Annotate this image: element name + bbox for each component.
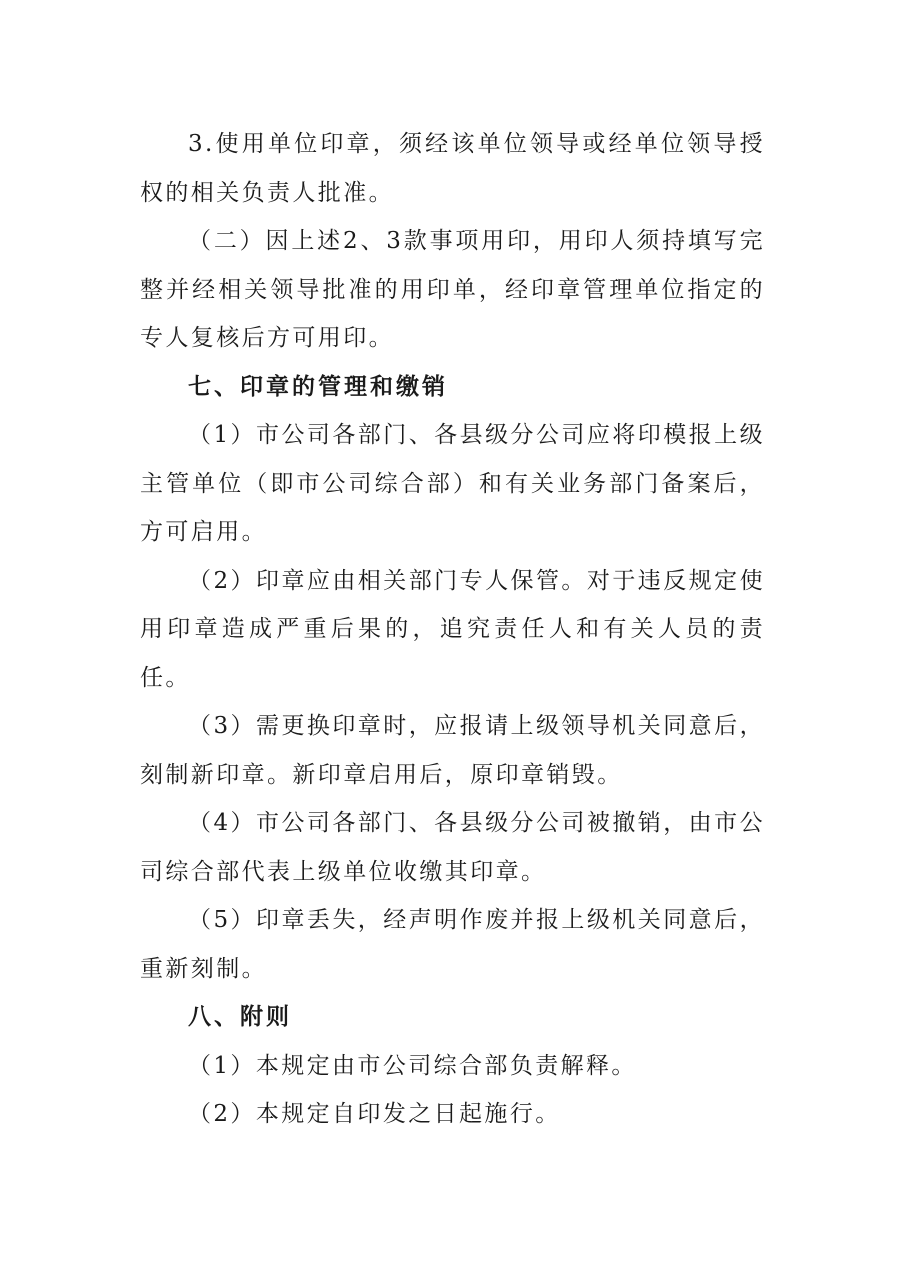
- paragraph-item-5: （5）印章丢失，经声明作废并报上级机关同意后，重新刻制。: [140, 907, 765, 982]
- paragraph-item-1: （1）市公司各部门、各县级分公司应将印模报上级主管单位（即市公司综合部）和有关业务部门备案后，方可启用。: [140, 422, 765, 545]
- section-heading-seal-management: 七、印章的管理和缴销: [188, 372, 448, 400]
- paragraph-supplementary-2: （2）本规定自印发之日起施行。: [188, 1101, 561, 1127]
- paragraph-item-4: （4）市公司各部门、各县级分公司被撤销，由市公司综合部代表上级单位收缴其印章。: [140, 810, 765, 885]
- paragraph-item-3: （3）需更换印章时，应报请上级领导机关同意后，刻制新印章。新印章启用后，原印章销毁。: [140, 713, 765, 788]
- paragraph-supplementary-1: （1）本规定由市公司综合部负责解释。: [188, 1052, 637, 1079]
- document-body: [140, 120, 765, 1139]
- paragraph-approval: 3.使用单位印章，须经该单位领导或经单位领导授权的相关负责人批准。: [140, 131, 765, 206]
- paragraph-item-2: （2）印章应由相关部门专人保管。对于违反规定使用印章造成严重后果的，追究责任人和有关人员的责任。: [140, 567, 765, 691]
- section-heading-supplementary: 八、附则: [188, 1003, 292, 1030]
- paragraph-seal-usage: （二）因上述2、3款事项用印，用印人须持填写完整并经相关领导批准的用印单，经印章管理单位指定的专人复核后方可用印。: [140, 228, 765, 351]
